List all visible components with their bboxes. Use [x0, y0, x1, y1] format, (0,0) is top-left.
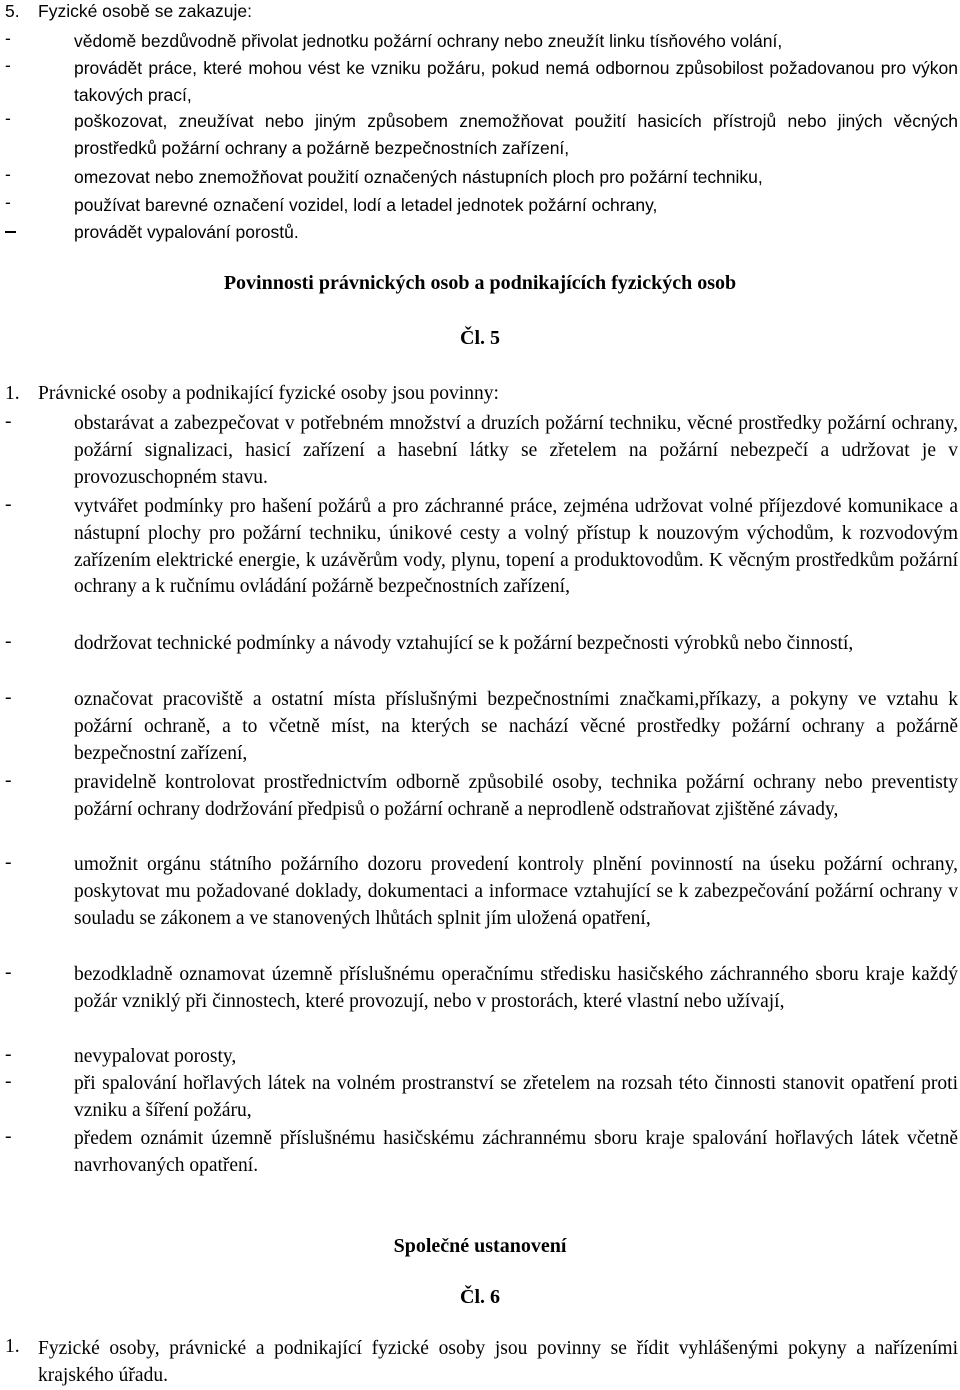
obligation-item-text: pravidelně kontrolovat prostřednictvím odborně způsobilé osoby, technika požární ochrany nebo preventisty požární ochrany dodržování předpisů o požární ochraně a neprodleně odstraňovat zjištěné závady,	[74, 772, 958, 820]
section-heading-common: Společné ustanovení	[393, 1235, 567, 1257]
list-dash: -	[5, 55, 11, 75]
obligation-item-text: nevypalovat porosty,	[74, 1046, 237, 1067]
article-5-label: Čl. 5	[460, 327, 500, 349]
prohibition-item-text: poškozovat, zneužívat nebo jiným způsobem znemožňovat použití hasicích přístrojů nebo jiných věcných prostředků požární ochrany a požárně bezpečnostních zařízení,	[74, 111, 958, 158]
list-dash: -	[5, 28, 11, 48]
list-dash: -	[5, 164, 11, 184]
list-dash: -	[5, 631, 12, 652]
section-5-number: 5.	[5, 1, 20, 21]
obligation-item-text: obstarávat a zabezpečovat v potřebném množství a druzích požární techniku, věcné prostředky požární ochrany, požární signalizaci, hasicí zařízení a hasební látky se zřetelem na požární nebezpečí a udržovat je v provozuschopném stavu.	[74, 413, 958, 488]
list-dash: -	[5, 1044, 12, 1065]
list-dash: -	[5, 192, 11, 212]
list-dash: -	[5, 687, 12, 708]
list-dash: -	[5, 494, 12, 515]
obligation-item-text: při spalování hořlavých látek na volném prostranství se zřetelem na rozsah této činnosti stanovit opatření proti vzniku a šíření požáru,	[74, 1073, 958, 1121]
section-5-intro-text: Fyzické osobě se zakazuje:	[38, 1, 252, 21]
section-heading-obligations: Povinnosti právnických osob a podnikajících fyzických osob	[223, 272, 737, 294]
list-dash: -	[5, 108, 11, 128]
list-dash: -	[5, 1071, 12, 1092]
list-dash: -	[5, 411, 12, 432]
prohibition-item-text: vědomě bezdůvodně přivolat jednotku požární ochrany nebo zneužít linku tísňového volání,	[74, 31, 783, 51]
prohibition-item-text: provádět vypalování porostů.	[74, 222, 299, 242]
article-5-intro	[5, 383, 955, 405]
article-5-number: 1.	[5, 383, 20, 404]
obligation-item-text: předem oznámit územně příslušnému hasičskému záchrannému sboru kraje spalování hořlavých látek včetně navrhovaných opatření.	[74, 1128, 958, 1176]
obligation-item-text: označovat pracoviště a ostatní místa příslušnými bezpečnostními značkami,příkazy, a pokyny ve vztahu k požární ochraně, a to včetně míst, na kterých se nachází věcné prostředky požární ochrany a požárně bezpečnostní zařízení,	[74, 689, 958, 764]
section-5-intro	[5, 1, 955, 22]
list-dash: -	[5, 852, 12, 873]
obligation-item-text: vytvářet podmínky pro hašení požárů a pro záchranné práce, zejména udržovat volné příjezdové komunikace a nástupní plochy pro požární techniku, únikové cesty a volný přístup k nouzovým východům, k rozvodovým zařízením elektrické energie, k uzávěrům vody, plynu, topení a produktovodům. K věcným prostředkům požární ochrany a k ručnímu ovládání požárně bezpečnostních zařízení,	[74, 496, 958, 598]
article-6-number: 1.	[5, 1336, 20, 1357]
obligation-item-text: umožnit orgánu státního požárního dozoru provedení kontroly plnění povinností na úseku požární ochrany, poskytovat mu požadované doklady, dokumentaci a informace vztahující se k zabezpečování požární ochrany v souladu se zákonem a ve stanovených lhůtách splnit jím uložená opatření,	[74, 854, 958, 929]
list-dash: -	[5, 1126, 12, 1147]
obligation-item-text: bezodkladně oznamovat územně příslušnému operačnímu středisku hasičského záchranného sboru kraje každý požár vzniklý při činnostech, které provozují, nebo v prostorách, které vlastní nebo užívají,	[74, 964, 958, 1012]
prohibition-item-text: provádět práce, které mohou vést ke vzniku požáru, pokud nemá odbornou způsobilost požadovanou pro výkon takových prací,	[74, 58, 958, 105]
article-5-intro-text: Právnické osoby a podnikající fyzické osoby jsou povinny:	[38, 383, 499, 404]
article-6-label: Čl. 6	[460, 1286, 500, 1308]
list-dash: -	[5, 770, 12, 791]
obligation-item-text: dodržovat technické podmínky a návody vztahující se k požární bezpečnosti výrobků nebo činností,	[74, 633, 854, 654]
list-dash: -	[5, 962, 12, 983]
article-6-text: Fyzické osoby, právnické a podnikající fyzické osoby jsou povinny se řídit vyhlášenými pokyny a nařízeními krajského úřadu.	[38, 1338, 958, 1386]
prohibition-item-text: omezovat nebo znemožňovat použití označených nástupních ploch pro požární techniku,	[74, 167, 763, 187]
prohibition-item-text: používat barevné označení vozidel, lodí a letadel jednotek požární ochrany,	[74, 195, 658, 215]
